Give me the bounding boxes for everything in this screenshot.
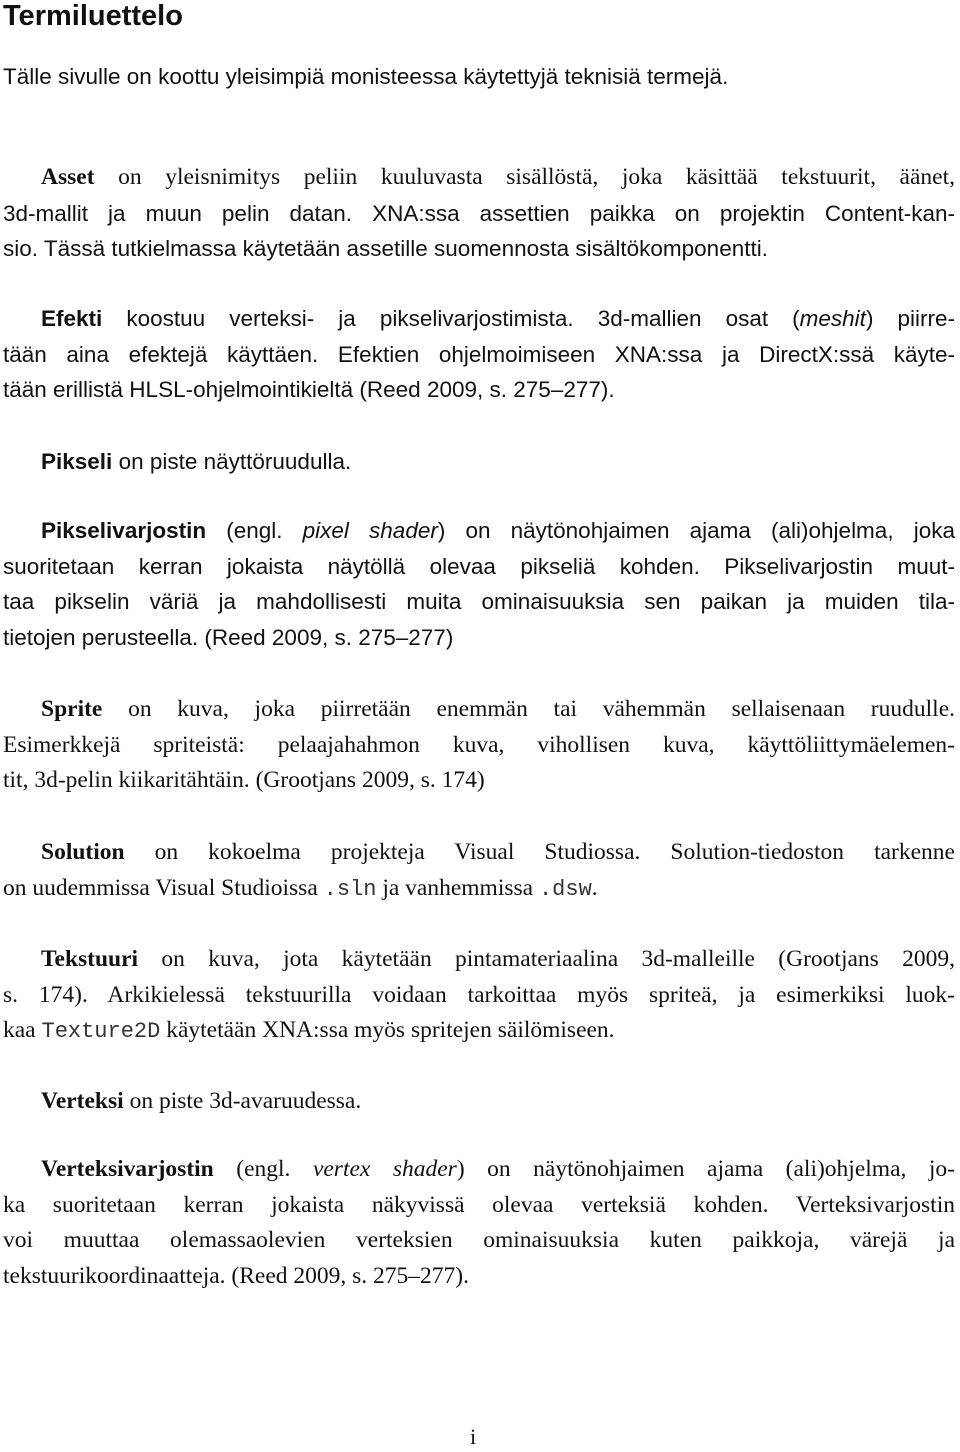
definition-text: on kuva, jota käytetään pintamateriaalina 3d-malleille (Grootjans 2009, — [138, 946, 955, 972]
term-pikseli: Pikseli — [41, 449, 113, 474]
entry-line — [3, 1084, 955, 1120]
definition-text: kaa — [3, 1017, 42, 1043]
entry-line — [3, 871, 955, 908]
italic-term: vertex shader — [312, 1156, 457, 1182]
term-pikselivarjostin: Pikselivarjostin — [41, 518, 207, 543]
entry-line: 3d-mallit ja muun pelin datan. XNA:ssa assettien paikka on projektin Content-kan- — [3, 200, 955, 226]
glossary-entry-solution — [3, 835, 955, 907]
entry-line: tietojen perusteella. (Reed 2009, s. 275–277) — [3, 624, 454, 650]
code-texture2d: Texture2D — [41, 1019, 161, 1044]
definition-text: on uudemmissa Visual Studioissa — [3, 874, 324, 901]
term-verteksi: Verteksi — [41, 1088, 124, 1114]
entry-line: suoritetaan kerran jokaista näytöllä olevaa pikseliä kohden. Pikselivarjostin muut- — [3, 553, 955, 579]
code-dsw: .dsw — [538, 876, 592, 902]
entry-line — [3, 835, 955, 871]
definition-text: ) on näytönohjaimen ajama (ali)ohjelma, jo- — [456, 1156, 955, 1182]
entry-line: tit, 3d-pelin kiikaritähtäin. (Grootjans 2009, s. 174) — [3, 767, 485, 793]
definition-text: ja vanhemmissa — [376, 874, 539, 901]
definition-text: . — [591, 874, 598, 901]
definition-text: (engl. — [213, 1156, 313, 1182]
entry-line — [3, 942, 955, 978]
glossary-entry-verteksivarjostin — [3, 1152, 955, 1294]
term-efekti: Efekti — [41, 306, 103, 331]
term-tekstuuri: Tekstuuri — [41, 946, 139, 972]
glossary-entry-pikseli — [3, 444, 955, 480]
term-sprite: Sprite — [41, 696, 103, 722]
entry-line: ka suoritetaan kerran jokaista näkyvissä olevaa verteksiä kohden. Verteksivarjostin — [3, 1191, 955, 1218]
term-asset: Asset — [41, 164, 95, 190]
definition-text: on yleisnimitys peliin kuuluvasta sisällöstä, joka käsittää tekstuurit, äänet, — [94, 164, 955, 190]
italic-term: meshit — [799, 306, 866, 331]
glossary-entry-verteksi — [3, 1084, 955, 1120]
term-solution: Solution — [41, 839, 125, 865]
page-title: Termiluettelo — [3, 0, 183, 32]
entry-line: tään erillistä HLSL-ohjelmointikieltä (Reed 2009, s. 275–277). — [3, 377, 615, 402]
entry-line — [3, 444, 955, 480]
entry-line: tään aina efektejä käyttäen. Efektien ohjelmoimiseen XNA:ssa ja DirectX:ssä käyte- — [3, 341, 955, 367]
entry-line: taa pikselin väriä ja mahdollisesti muita ominaisuuksia sen paikan ja muiden tila- — [3, 589, 955, 614]
code-sln: .sln — [323, 876, 377, 902]
entry-line — [3, 301, 955, 337]
entry-line: sio. Tässä tutkielmassa käytetään assetille suomennosta sisältökomponentti. — [3, 236, 768, 261]
intro-paragraph: Tälle sivulle on koottu yleisimpiä monisteessa käytettyjä teknisiä termejä. — [3, 64, 729, 89]
definition-text: ) on näytönohjaimen ajama (ali)ohjelma, joka — [437, 518, 955, 543]
entry-line — [3, 1013, 955, 1050]
glossary-entry-efekti — [3, 301, 955, 408]
term-verteksivarjostin: Verteksivarjostin — [41, 1156, 214, 1182]
definition-text: käytetään XNA:ssa myös spritejen säilömiseen. — [160, 1017, 615, 1043]
definition-text: on kuva, joka piirretään enemmän tai vähemmän sellaisenaan ruudulle. — [102, 696, 955, 722]
definition-text: (engl. — [206, 518, 303, 543]
entry-line: tekstuurikoordinaatteja. (Reed 2009, s. 275–277). — [3, 1262, 469, 1289]
definition-text: on kokoelma projekteja Visual Studiossa. Solution-tiedoston tarkenne — [124, 839, 955, 865]
page-number: i — [470, 1424, 477, 1449]
entry-line — [3, 160, 955, 196]
definition-text: on piste näyttöruudulla. — [112, 449, 352, 474]
entry-line: s. 174). Arkikielessä tekstuurilla voidaan tarkoittaa myös spriteä, ja esimerkiksi luok- — [3, 981, 955, 1008]
entry-line — [3, 692, 955, 728]
entry-line — [3, 513, 955, 549]
entry-line: Esimerkkejä spriteistä: pelaajahahmon kuva, vihollisen kuva, käyttöliittymäelemen- — [3, 731, 955, 758]
glossary-entry-sprite — [3, 692, 955, 799]
glossary-entry-tekstuuri — [3, 942, 955, 1050]
definition-text: on piste 3d-avaruudessa. — [123, 1088, 362, 1114]
definition-text: koostuu verteksi- ja pikselivarjostimista. 3d-mallien osat ( — [102, 306, 800, 331]
entry-line — [3, 1152, 955, 1188]
glossary-entry-pikselivarjostin — [3, 513, 955, 655]
definition-text: ) piirre- — [865, 306, 955, 331]
glossary-entry-asset — [3, 160, 955, 267]
italic-term: pixel shader — [302, 518, 438, 543]
entry-line: voi muuttaa olemassaolevien verteksien ominaisuuksia kuten paikkoja, värejä ja — [3, 1227, 955, 1253]
